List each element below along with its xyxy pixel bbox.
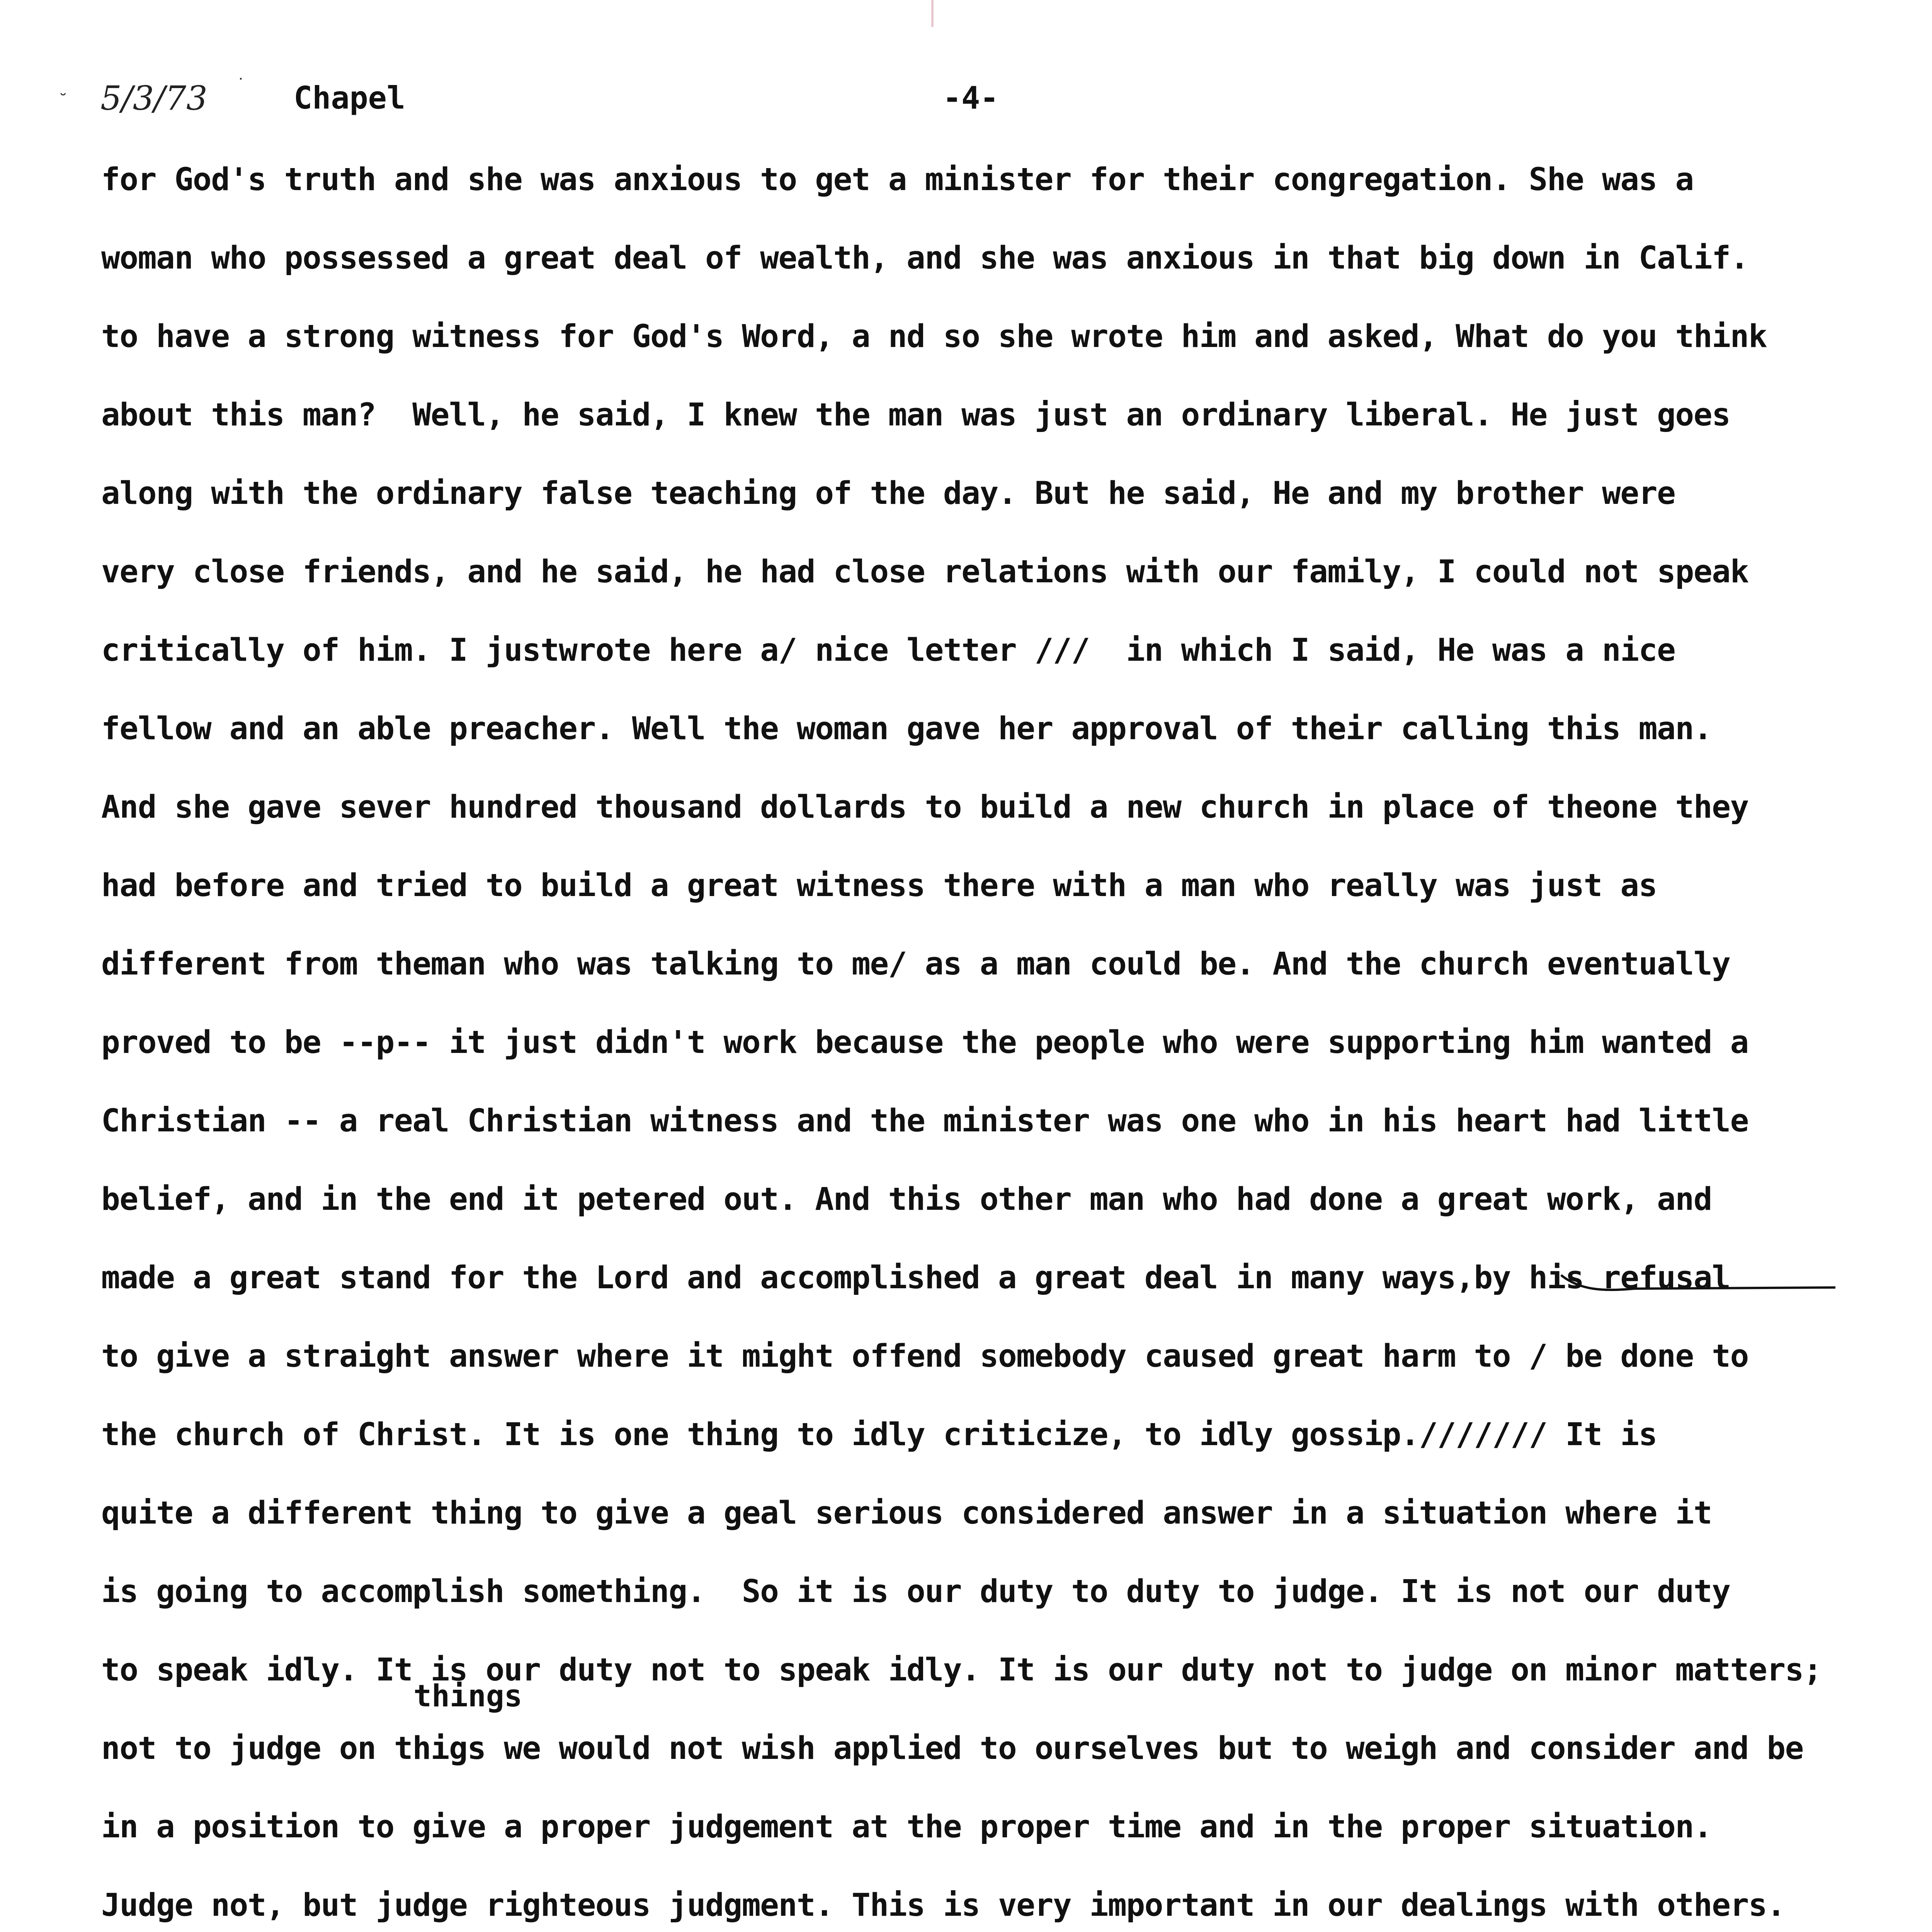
margin-mark bbox=[931, 0, 934, 27]
text-line: woman who possessed a great deal of wealth, and she was anxious in that big down in Calif. bbox=[101, 240, 1748, 276]
text-line: And she gave sever hundred thousand dollards to build a new church in place of theone they bbox=[101, 789, 1748, 825]
underline-mark bbox=[1557, 1267, 1839, 1294]
text-line: the church of Christ. It is one thing to idly criticize, to idly gossip./////// It is bbox=[101, 1417, 1657, 1453]
text-line: fellow and an able preacher. Well the woman gave her approval of their calling this man. bbox=[101, 711, 1712, 747]
header-date: 5/3/73 bbox=[100, 79, 207, 118]
header-mark: ˘ bbox=[58, 91, 68, 111]
text-line: belief, and in the end it petered out. And this other man who had done a great work, and bbox=[101, 1181, 1712, 1218]
header-tick: ˙ bbox=[236, 75, 246, 95]
text-line: made a great stand for the Lord and accomplished a great deal in many ways,by his refusal bbox=[101, 1260, 1730, 1296]
text-line: had before and tried to build a great witness there with a man who really was just as bbox=[101, 867, 1657, 904]
header-title: Chapel bbox=[294, 80, 405, 116]
text-line: very close friends, and he said, he had close relations with our family, I could not speak bbox=[101, 554, 1748, 590]
text-line: Christian -- a real Christian witness and the minister was one who in his heart had little bbox=[101, 1103, 1748, 1139]
text-line: for God's truth and she was anxious to get a minister for their congregation. She was a bbox=[101, 162, 1694, 198]
body-text bbox=[101, 158, 1932, 1932]
text-line: quite a different thing to give a geal serious considered answer in a situation where it bbox=[101, 1495, 1712, 1531]
text-line: proved to be --p-- it just didn't work because the people who were supporting him wanted a bbox=[101, 1024, 1748, 1061]
text-line: to speak idly. It is our duty not to speak idly. It is our duty not to judge on minor matters; bbox=[101, 1652, 1822, 1688]
text-line: different from theman who was talking to me/ as a man could be. And the church eventually bbox=[101, 946, 1730, 982]
text-line: to give a straight answer where it might offend somebody caused great harm to / be done to bbox=[101, 1338, 1748, 1374]
text-line: is going to accomplish something. So it is our duty to duty to judge. It is not our duty bbox=[101, 1573, 1730, 1610]
interlinear-insertion: things bbox=[413, 1679, 522, 1714]
text-line: to have a strong witness for God's Word, a nd so she wrote him and asked, What do you think bbox=[101, 318, 1767, 355]
text-line: in a position to give a proper judgement at the proper time and in the proper situation. bbox=[101, 1809, 1712, 1845]
text-line: Judge not, but judge righteous judgment. This is very important in our dealings with others. bbox=[101, 1887, 1785, 1923]
page-number: -4- bbox=[943, 80, 999, 116]
text-line: critically of him. I justwrote here a/ nice letter /// in which I said, He was a nice bbox=[101, 632, 1675, 668]
text-line: about this man? Well, he said, I knew the man was just an ordinary liberal. He just goes bbox=[101, 397, 1730, 433]
text-line: along with the ordinary false teaching of the day. But he said, He and my brother were bbox=[101, 475, 1675, 512]
text-line: not to judge on thigs we would not wish applied to ourselves but to weigh and consider and be bbox=[101, 1730, 1804, 1767]
page-header bbox=[0, 68, 1932, 122]
